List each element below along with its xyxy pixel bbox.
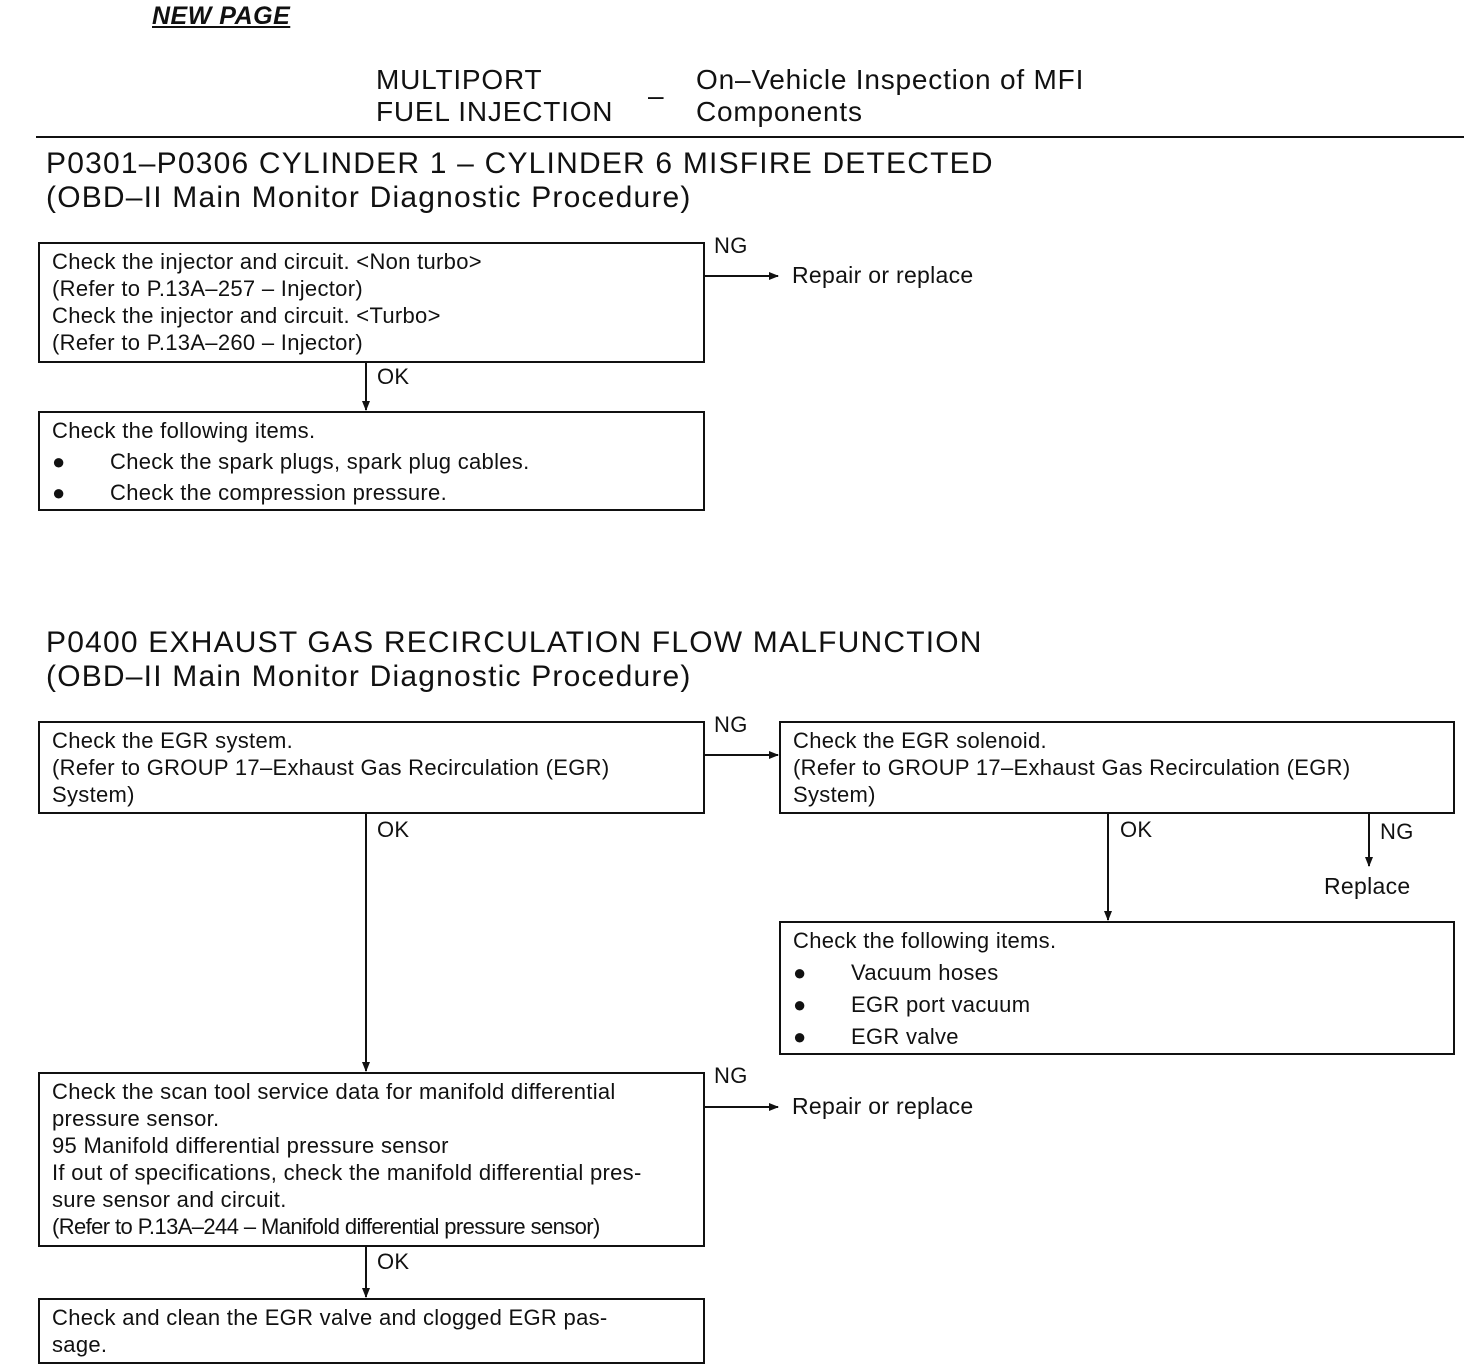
bullet-icon: ●: [793, 992, 807, 1017]
ng-label: NG: [714, 712, 748, 737]
bullet-icon: ●: [52, 480, 66, 505]
bullet-icon: ●: [793, 1024, 807, 1049]
bullet-text: EGR port vacuum: [851, 992, 1031, 1017]
ok-label: OK: [377, 817, 410, 842]
bullet-text: EGR valve: [851, 1024, 959, 1049]
header-right-line: On–Vehicle Inspection of MFI: [696, 64, 1085, 95]
bullet-icon: ●: [793, 960, 807, 985]
bullet-text: Check the spark plugs, spark plug cables.: [110, 449, 530, 474]
box-line: Check the injector and circuit. <Non turbo>: [52, 249, 482, 274]
bullet-text: Vacuum hoses: [851, 960, 999, 985]
bullet-text: Check the compression pressure.: [110, 480, 448, 505]
box-line: (Refer to P.13A–257 – Injector): [52, 276, 363, 301]
header-dash: –: [648, 80, 665, 111]
header-left-line: MULTIPORT: [376, 64, 543, 95]
ng-label: NG: [714, 1063, 748, 1088]
box-line: System): [793, 782, 876, 807]
box-line: sure sensor and circuit.: [52, 1187, 287, 1212]
header-left-line: FUEL INJECTION: [376, 96, 614, 127]
section1-subtitle: (OBD–II Main Monitor Diagnostic Procedure): [46, 181, 692, 214]
box-line: System): [52, 782, 135, 807]
box-line: Check the following items.: [793, 928, 1057, 953]
box-line: Check the EGR solenoid.: [793, 728, 1047, 753]
box-line: If out of specifications, check the manifold differential pres-: [52, 1160, 642, 1185]
new-page-label: NEW PAGE: [152, 2, 291, 30]
section2-title: P0400 EXHAUST GAS RECIRCULATION FLOW MALFUNCTION: [46, 626, 983, 659]
bullet-icon: ●: [52, 449, 66, 474]
ok-label: OK: [1120, 817, 1153, 842]
header-right-line: Components: [696, 96, 863, 127]
box-line: Check the scan tool service data for manifold differential: [52, 1079, 616, 1104]
box-line: (Refer to GROUP 17–Exhaust Gas Recirculation (EGR): [793, 755, 1351, 780]
ng-label: NG: [1380, 819, 1414, 844]
box-line: pressure sensor.: [52, 1106, 220, 1131]
repair-or-replace-label: Repair or replace: [792, 262, 974, 288]
box-line: Check and clean the EGR valve and clogged EGR pas-: [52, 1305, 608, 1330]
section2-subtitle: (OBD–II Main Monitor Diagnostic Procedure): [46, 660, 692, 693]
box-line: (Refer to P.13A–260 – Injector): [52, 330, 363, 355]
replace-label: Replace: [1324, 873, 1411, 899]
box-line: (Refer to GROUP 17–Exhaust Gas Recirculation (EGR): [52, 755, 610, 780]
box-line: (Refer to P.13A–244 – Manifold differential pressure sensor): [52, 1214, 600, 1239]
ng-label: NG: [714, 233, 748, 258]
box-line: Check the injector and circuit. <Turbo>: [52, 303, 441, 328]
box-line: Check the EGR system.: [52, 728, 294, 753]
ok-label: OK: [377, 364, 410, 389]
box-line: 95 Manifold differential pressure sensor: [52, 1133, 449, 1158]
section1-title: P0301–P0306 CYLINDER 1 – CYLINDER 6 MISFIRE DETECTED: [46, 147, 994, 180]
box-line: Check the following items.: [52, 418, 316, 443]
box-line: sage.: [52, 1332, 108, 1357]
ok-label: OK: [377, 1249, 410, 1274]
repair-or-replace-label: Repair or replace: [792, 1093, 974, 1119]
